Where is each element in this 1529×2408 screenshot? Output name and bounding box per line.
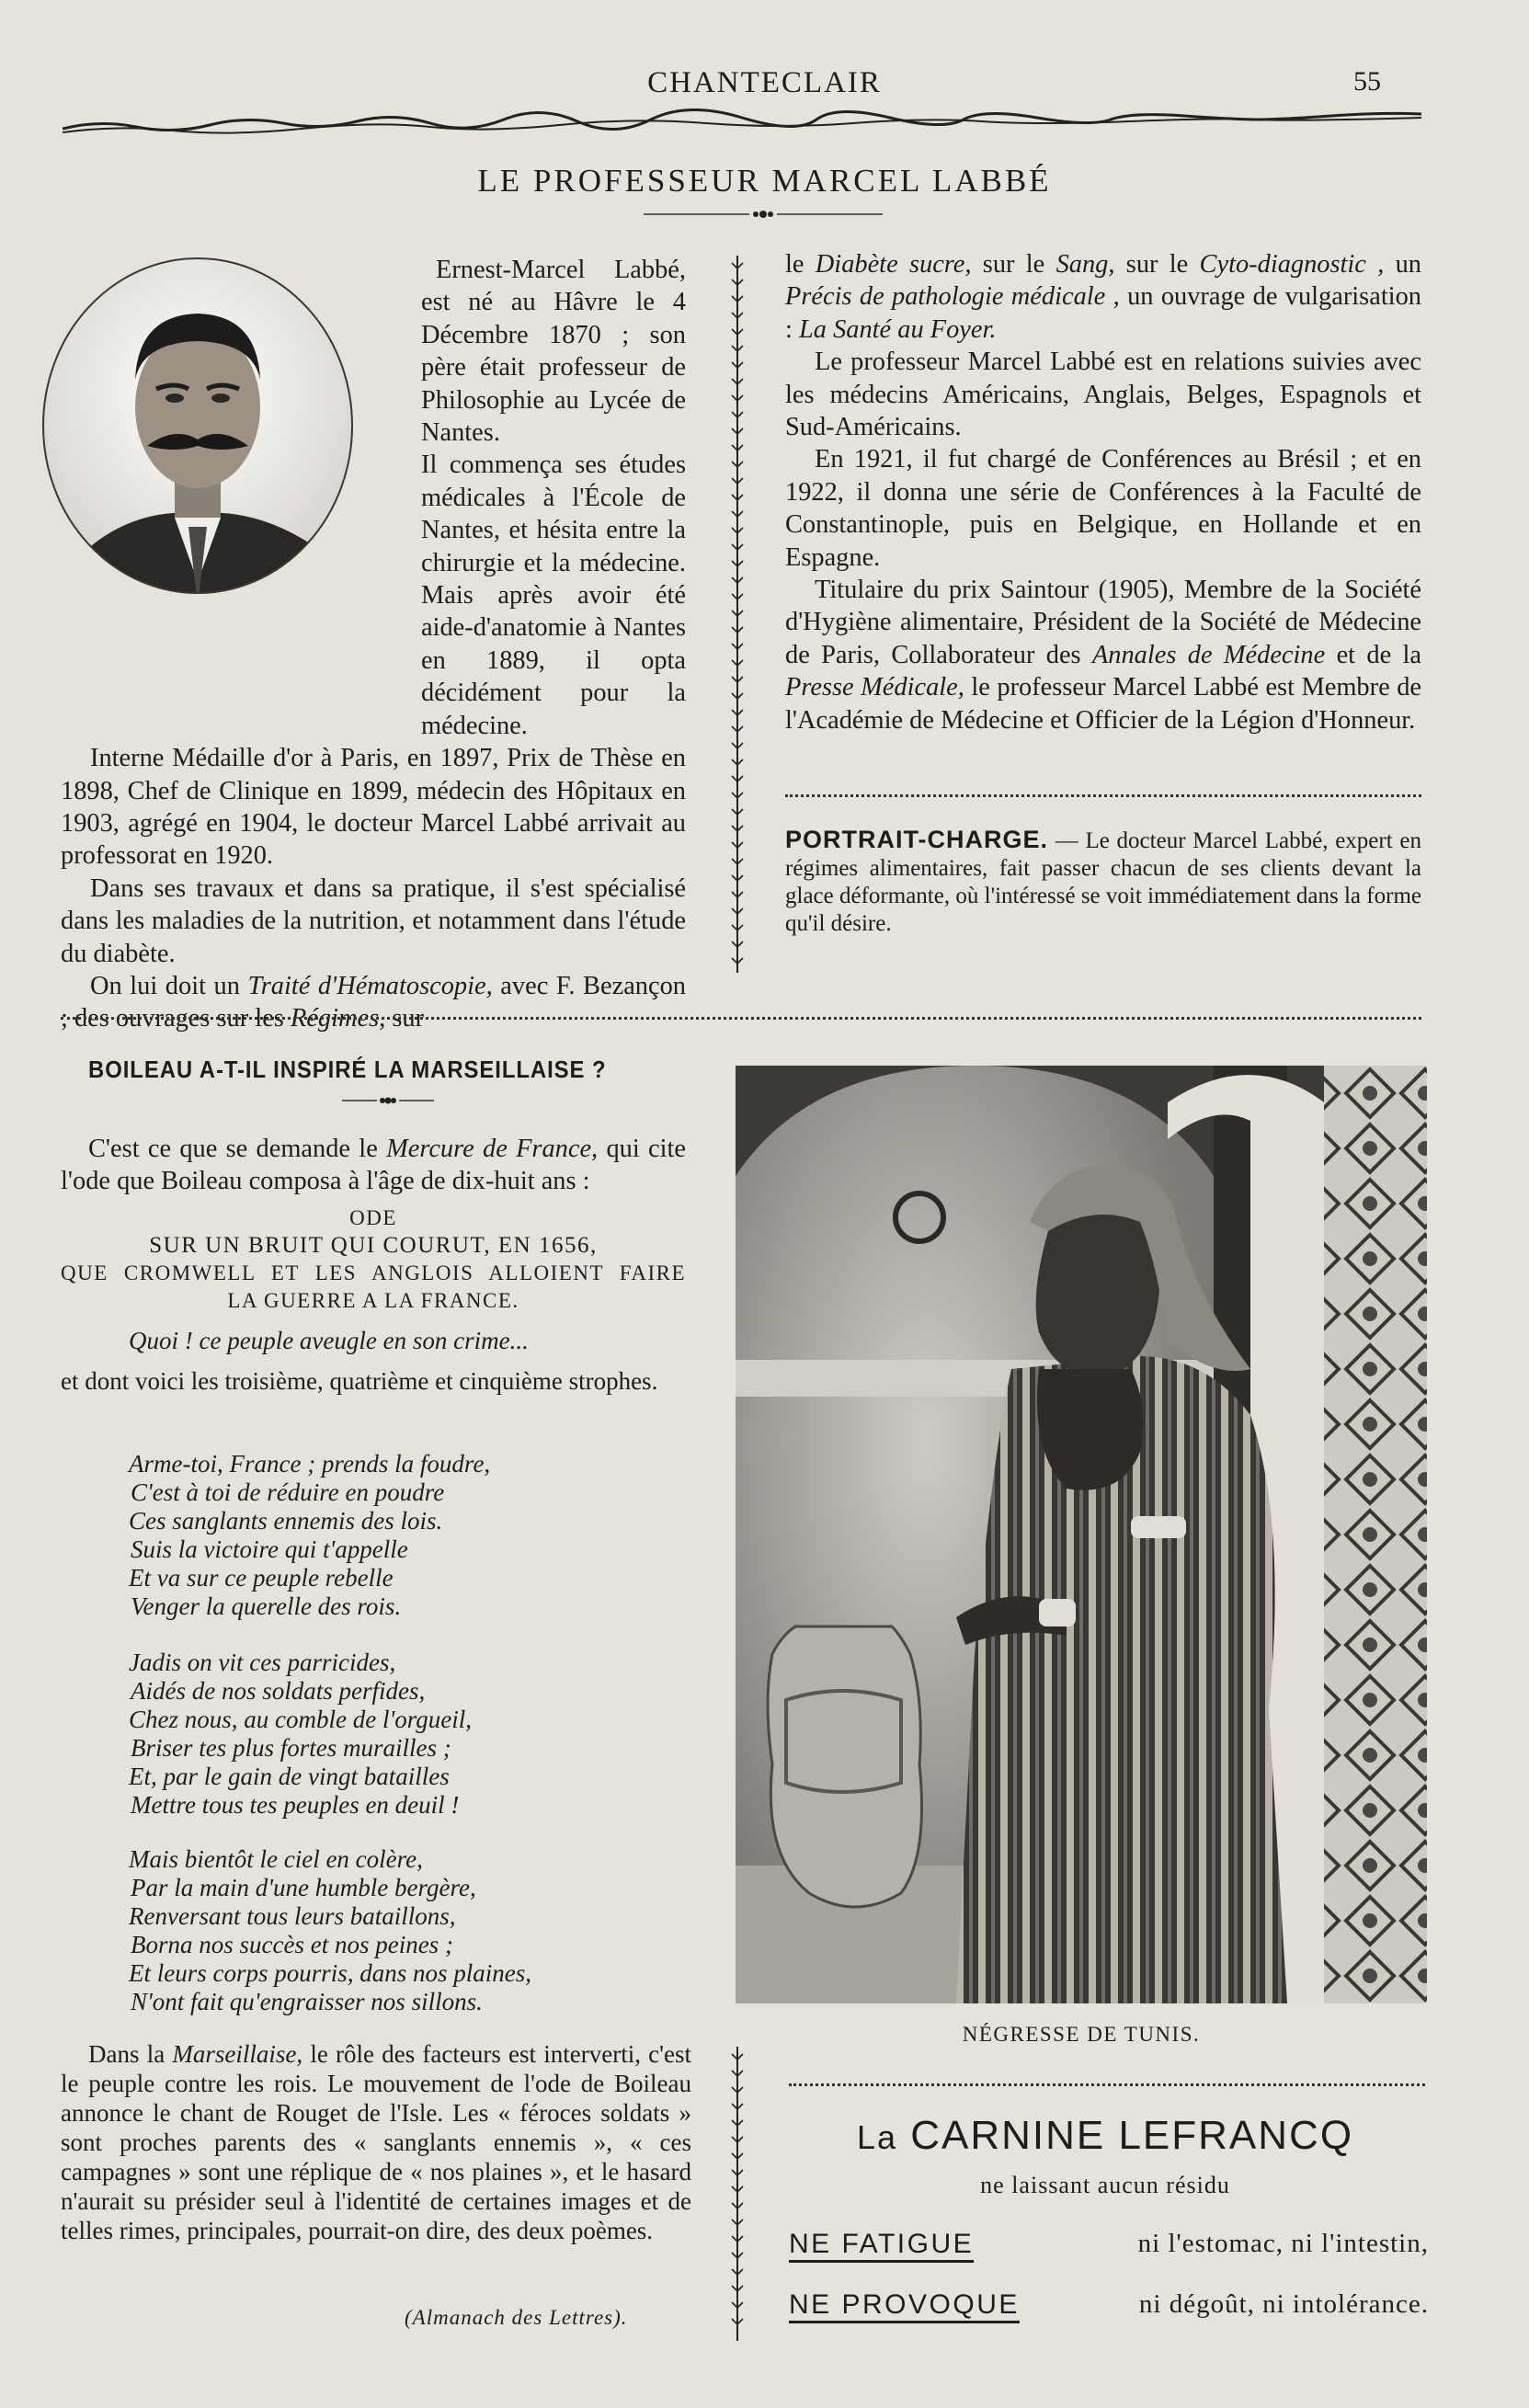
dotted-separator-full: [61, 1017, 1421, 1020]
article-title-boileau: BOILEAU A-T-IL INSPIRÉ LA MARSEILLAISE ?: [88, 1056, 607, 1083]
photo-caption: NÉGRESSE DE TUNIS.: [962, 2023, 1201, 2046]
journal-name: CHANTECLAIR: [647, 66, 882, 99]
stanza-3: [129, 1450, 588, 1621]
boileau-transition: et dont voici les troisième, quatrième et cinquième strophes.: [61, 1367, 658, 1395]
poem-line: Chez nous, au comble de l'orgueil,: [129, 1706, 472, 1733]
title-ornament-small: [342, 1096, 434, 1105]
paragraph-studies: Il commença ses études médicales à l'École de Nantes, et hésita entre la chirurgie et la médecine. Mais après avoir été aide-d'anatomie à Nantes en 1889, il opta décidément pour la médecine.: [421, 451, 686, 740]
ode-first-line: Quoi ! ce peuple aveugle en son crime...: [129, 1327, 529, 1354]
poem-line: Suis la victoire qui t'appelle: [131, 1535, 408, 1563]
source-citation: (Almanach des Lettres).: [405, 2306, 628, 2329]
poem-line: C'est à toi de réduire en poudre: [131, 1478, 445, 1506]
article-title-labbe: LE PROFESSEUR MARCEL LABBÉ: [477, 163, 1052, 199]
poem-line: Mettre tous tes peuples en deuil !: [131, 1791, 460, 1819]
stanza-5: [129, 1845, 607, 2016]
poem-line: Mais bientôt le ciel en colère,: [129, 1845, 423, 1873]
boileau-intro: C'est ce que se demande le Mercure de France, qui cite l'ode que Boileau composa à l'âge de dix-huit ans :: [61, 1135, 686, 1196]
dotted-separator-ad: [789, 2083, 1425, 2086]
dotted-separator: [785, 794, 1421, 797]
ad-line-fatigue: NE FATIGUE ni l'estomac, ni l'intestin,: [789, 2229, 1429, 2259]
column-divider-bottom: [728, 2047, 747, 2341]
poem-line: Et va sur ce peuple rebelle: [129, 1564, 394, 1592]
poem-line: Aidés de nos soldats perfides,: [131, 1677, 426, 1705]
poem-line: Briser tes plus fortes murailles ;: [131, 1734, 451, 1762]
poem-line: N'ont fait qu'engraisser nos sillons.: [131, 1988, 483, 2015]
paragraph-specialty: Dans ses travaux et dans sa pratique, il s'est spécialisé dans les maladies de la nutrition, et notamment dans l'étude du diabète.: [61, 873, 686, 968]
stanza-4: [129, 1649, 588, 1820]
paragraph-conferences: En 1921, il fut chargé de Conférences au Brésil ; et en 1922, il donna une série de Conférences à la Faculté de Constantinople, puis en Belgique, en Hollande et en Espagne.: [785, 445, 1421, 572]
photo-tunisian-woman: [736, 1066, 1427, 2003]
ad-title: La CARNINE LEFRANCQ: [856, 2113, 1354, 2158]
article1-column1: [61, 254, 686, 1035]
paragraph-works: On lui doit un Traité d'Hématoscopie, avec F. Bezançon ; des ouvrages sur les Régimes, sur: [61, 971, 686, 1033]
wavy-rule-divider: [63, 103, 1421, 140]
ad-subtitle: ne laissant aucun résidu: [980, 2172, 1230, 2198]
poem-line: Borna nos succès et nos peines ;: [131, 1931, 453, 1958]
article1-column2: [785, 248, 1421, 736]
portrait-charge-note: PORTRAIT-CHARGE. — Le docteur Marcel Labbé, expert en régimes alimentaires, fait passer chacun de ses clients devant la glace déformante, où l'intéressé se voit immédiatement dans la forme qu'il désire.: [785, 826, 1421, 936]
paragraph-publications: le Diabète sucre, sur le Sang, sur le Cyto-diagnostic , un Précis de pathologie médicale , un ouvrage de vulgarisation : La Santé au Foyer.: [785, 250, 1421, 344]
poem-line: Et leurs corps pourris, dans nos plaines,: [129, 1959, 532, 1987]
boileau-conclusion: Dans la Marseillaise, le rôle des facteurs est interverti, c'est le peuple contre les rois. Le mouvement de l'ode de Boileau annonce le chant de Rouget de l'Isle. Les « féroces soldats » sont proches parents des « sanglants ennemis », « ces campagnes » sont une réplique de « nos plaines », et le hasard n'aurait su présider seul à l'identité de certaines images et de telles rimes, principales, pourrait-on dire, des deux poèmes.: [61, 2040, 691, 2244]
ode-heading: ODE SUR UN BRUIT QUI COURUT, EN 1656, QUE CROMWELL ET LES ANGLOIS ALLOIENT FAIRE LA GUERRE A LA FRANCE.: [61, 1206, 686, 1312]
ad-line-provoque: NE PROVOQUE ni dégoût, ni intolérance.: [789, 2289, 1429, 2320]
poem-line: Venger la querelle des rois.: [131, 1592, 402, 1620]
paragraph-honours: Titulaire du prix Saintour (1905), Membre de la Société d'Hygiène alimentaire, Président de la Société de Médecine de Paris, Collaborateur des Annales de Médecine et de la Presse Médicale, le professeur Marcel Labbé est Membre de l'Académie de Médecine et Officier de la Légion d'Honneur.: [785, 576, 1421, 735]
portrait-charge-label: PORTRAIT-CHARGE.: [785, 826, 1048, 853]
poem-line: Renversant tous leurs bataillons,: [129, 1902, 456, 1930]
column-divider-top: [728, 256, 747, 973]
title-ornament: [644, 208, 883, 221]
paragraph-career: Interne Médaille d'or à Paris, en 1897, Prix de Thèse en 1898, Chef de Clinique en 1899, médecin des Hôpitaux en 1903, agrégé en 1904, le docteur Marcel Labbé arrivait au professorat en 1920.: [61, 744, 686, 871]
poem-line: Jadis on vit ces parricides,: [129, 1649, 396, 1676]
poem-line: Ces sanglants ennemis des lois.: [129, 1507, 443, 1535]
poem-line: Arme-toi, France ; prends la foudre,: [129, 1450, 491, 1478]
paragraph-birth: Ernest-Marcel Labbé, est né au Hâvre le 4 Décembre 1870 ; son père était professeur de Philosophie au Lycée de Nantes.: [421, 256, 686, 448]
poem-line: Par la main d'une humble bergère,: [131, 1874, 476, 1901]
paragraph-relations: Le professeur Marcel Labbé est en relations suivies avec les médecins Américains, Anglais, Belges, Espagnols et Sud-Américains.: [785, 348, 1421, 442]
page-number: 55: [1353, 66, 1381, 97]
poem-line: Et, par le gain de vingt batailles: [129, 1763, 450, 1790]
